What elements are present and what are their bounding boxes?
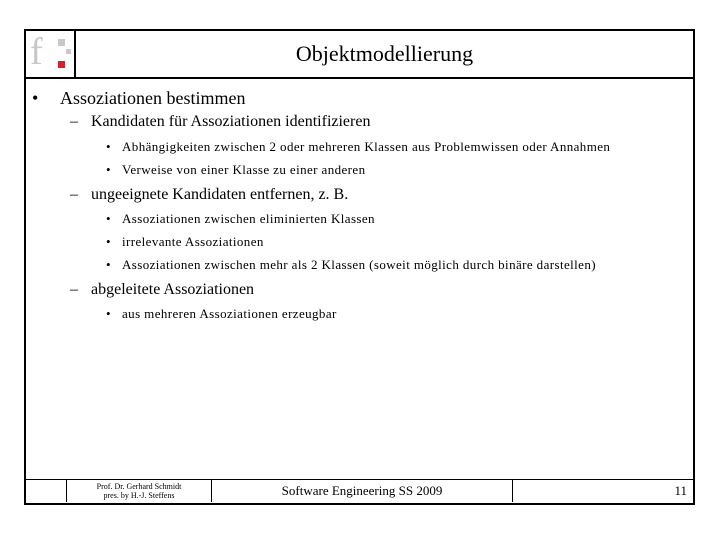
list-item: aus mehreren Assoziationen erzeugbar: [122, 306, 337, 321]
slide-footer: [26, 479, 693, 503]
dash-marker: –: [70, 186, 78, 203]
dash-marker: –: [70, 113, 78, 130]
bullet-marker: •: [106, 257, 111, 272]
bullet-l1: Assoziationen bestimmen: [60, 88, 246, 108]
bullet-marker: •: [106, 234, 111, 249]
section-label: ungeeignete Kandidaten entfernen, z. B.: [91, 186, 349, 203]
logo-square-red: [58, 61, 65, 68]
slide-header: [26, 31, 693, 79]
list-item: Verweise von einer Klasse zu einer anderen: [122, 162, 366, 177]
fh-logo: [26, 31, 76, 77]
footer-course: Software Engineering SS 2009: [281, 483, 443, 498]
list-item: Abhängigkeiten zwischen 2 oder mehreren Klassen aus Problemwissen oder Annahmen: [122, 139, 611, 154]
list-item: Assoziationen zwischen eliminierten Klassen: [122, 211, 375, 226]
logo-square-gray-small: [66, 49, 71, 54]
slide-title: Objektmodellierung: [295, 41, 474, 66]
slide-frame: [24, 29, 695, 505]
list-item: Assoziationen zwischen mehr als 2 Klassen (soweit möglich durch binäre darstellen): [122, 257, 596, 272]
page-number: 11: [674, 483, 687, 498]
footer-author: [66, 480, 212, 502]
section-label: Kandidaten für Assoziationen identifizieren: [91, 113, 371, 130]
footer-divider: [512, 480, 513, 502]
presenter-line: pres. by H.-J. Steffens: [103, 491, 175, 500]
author-line: Prof. Dr. Gerhard Schmidt: [96, 482, 182, 491]
dash-marker: –: [70, 281, 78, 298]
bullet-marker: •: [106, 162, 111, 177]
fh-logo-glyph: f: [30, 31, 40, 73]
bullet-marker: •: [106, 306, 111, 321]
list-item: irrelevante Assoziationen: [122, 234, 264, 249]
section-label: abgeleitete Assoziationen: [91, 281, 255, 298]
bullet-marker: •: [32, 88, 39, 108]
bullet-marker: •: [106, 139, 111, 154]
logo-square-gray: [58, 39, 65, 46]
bullet-marker: •: [106, 211, 111, 226]
